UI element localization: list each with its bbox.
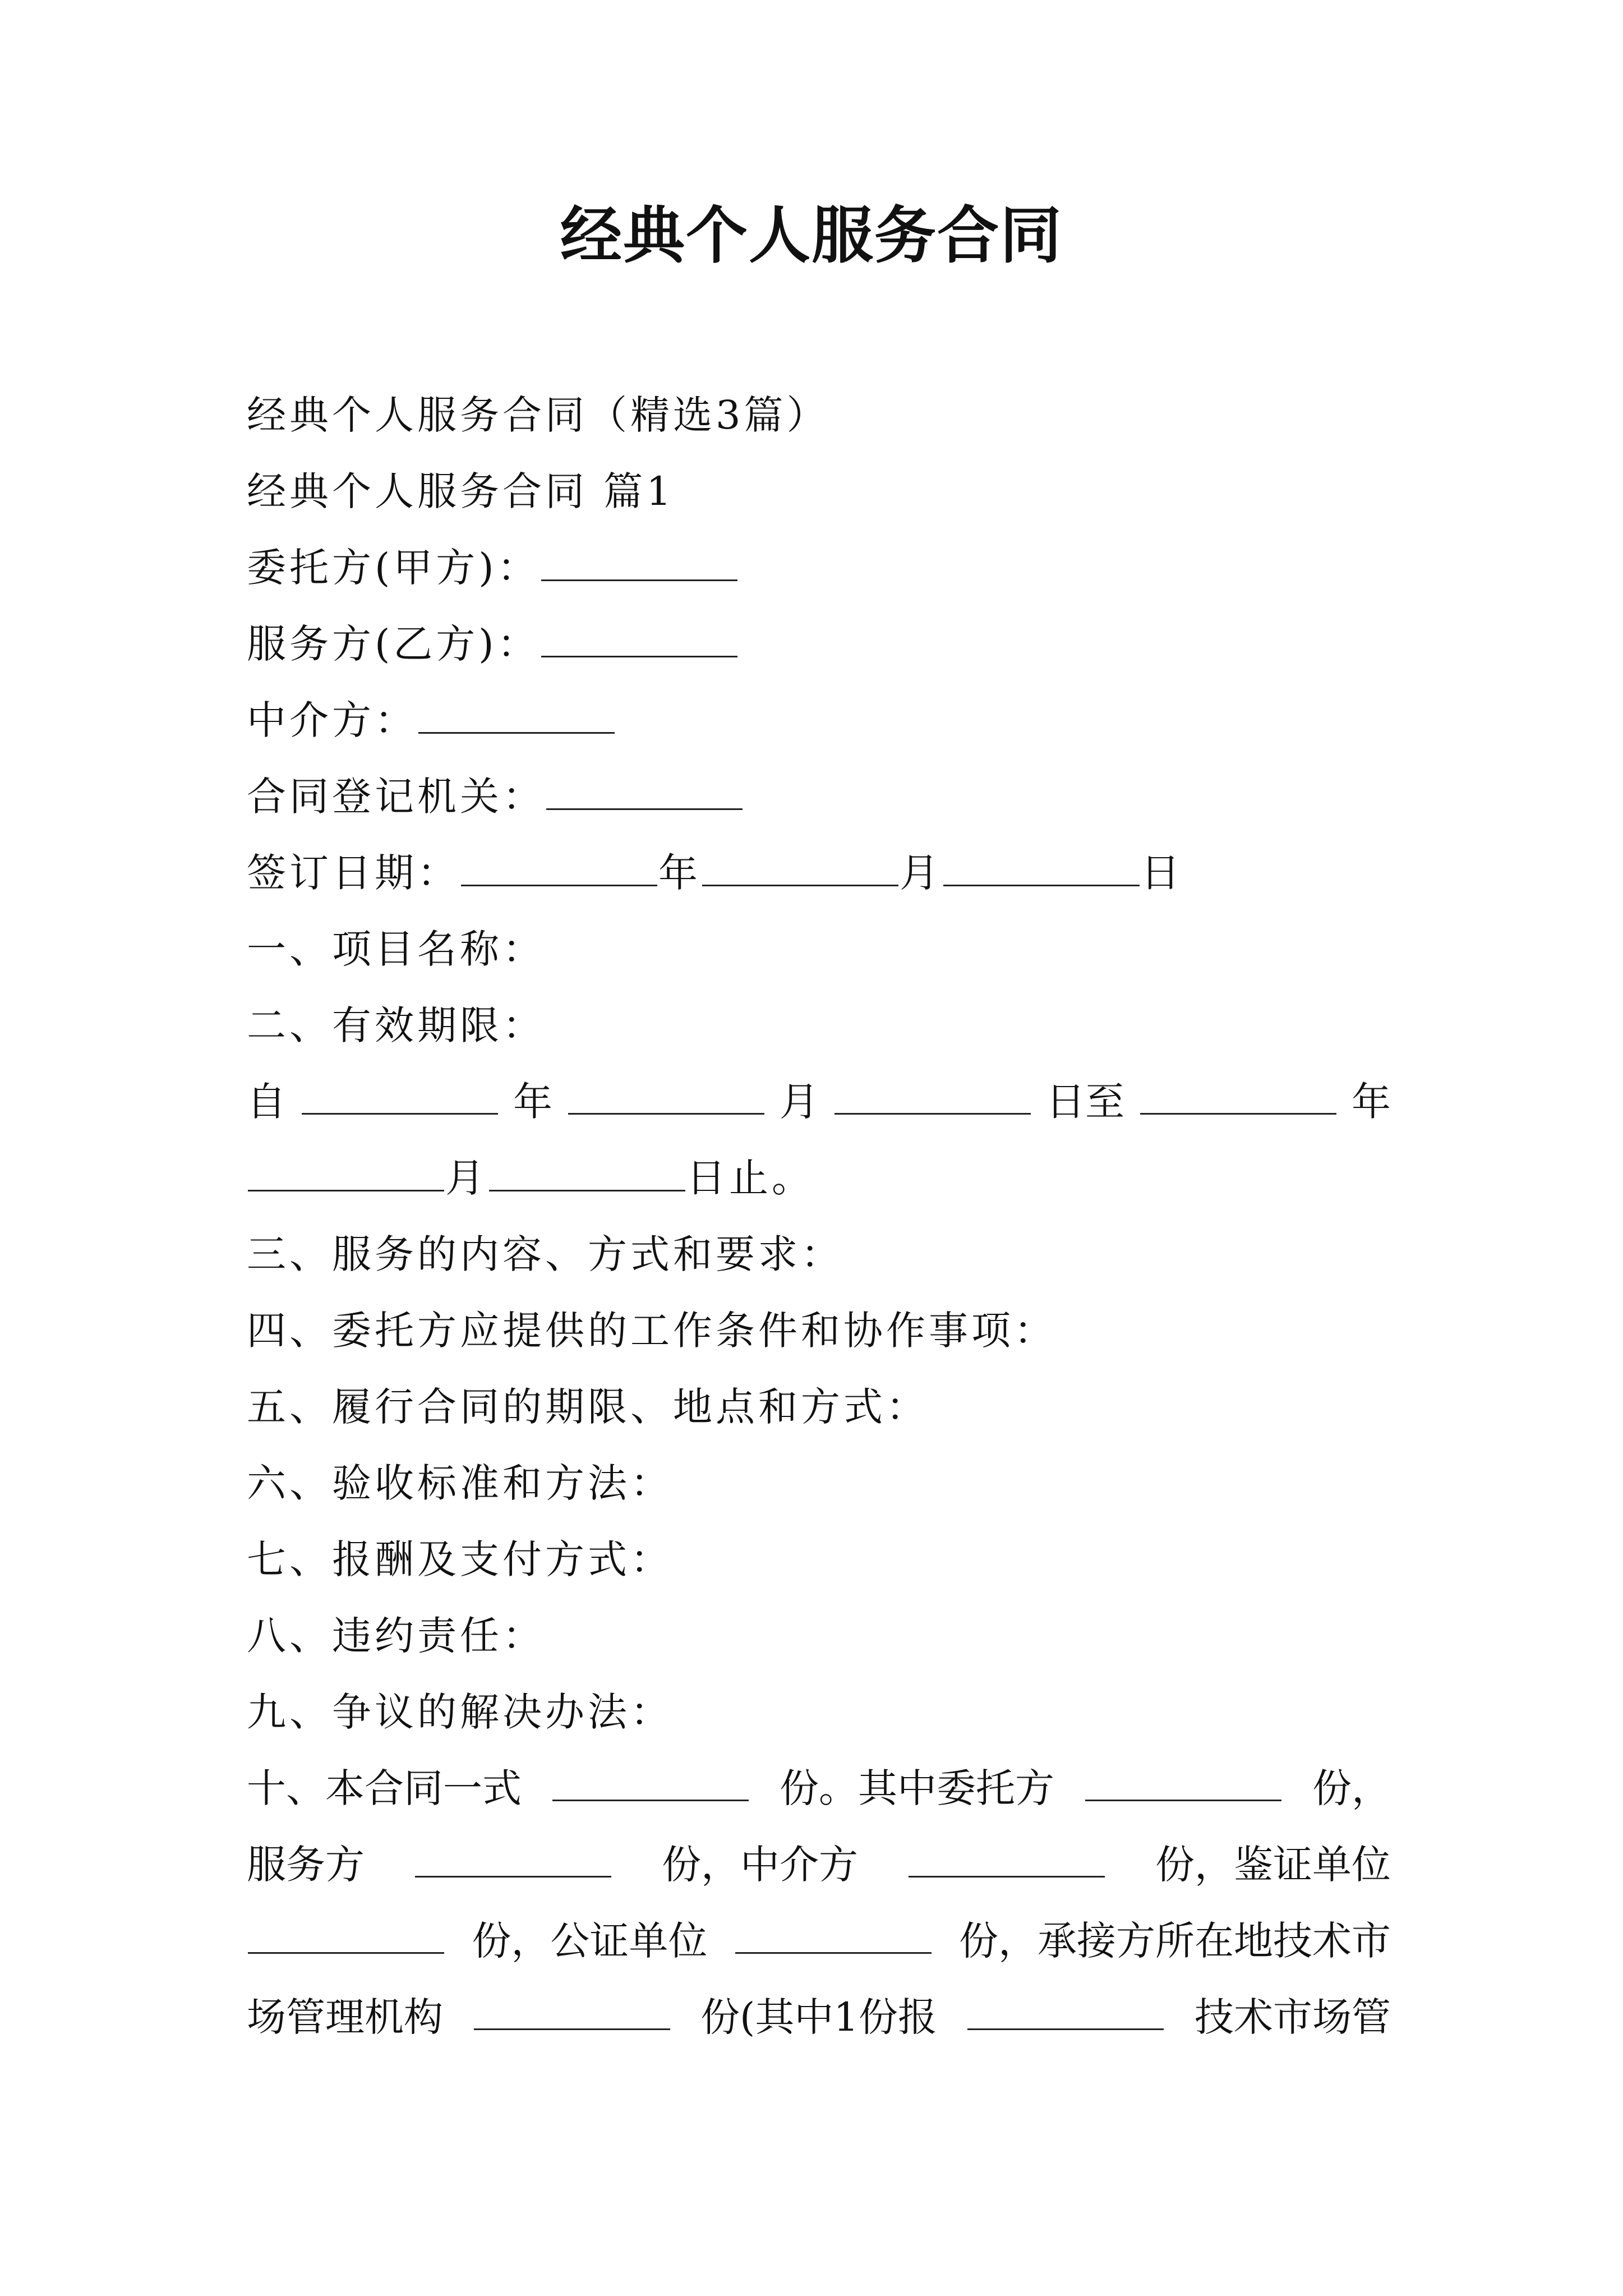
end-year-blank[interactable] [1140,1074,1336,1115]
item-10-line-3 [247,1913,1391,1969]
sign-day-blank[interactable] [943,845,1140,886]
validity-line-2 [247,1150,1391,1206]
item-6-text: 六、验收标准和方法： [247,1460,673,1506]
item-9 [247,1684,1391,1740]
day-to-text: 日至 [1046,1079,1124,1125]
item-10-g: 份，公证单位 [472,1918,708,1964]
item-10-c: 份， [1312,1765,1391,1811]
validity-line-1 [247,1074,1391,1130]
start-month-blank[interactable] [568,1074,764,1115]
item-4 [247,1303,1391,1359]
item-7 [247,1531,1391,1588]
sign-date-label: 签订日期： [247,850,460,896]
item-1 [247,921,1391,977]
item-4-text: 四、委托方应提供的工作条件和协作事项： [247,1308,1057,1354]
start-year-blank[interactable] [302,1074,498,1115]
item-10-line-2 [247,1837,1391,1893]
intermediary-blank[interactable] [418,693,615,734]
sign-year-blank[interactable] [461,845,657,886]
registration-blank[interactable] [546,769,743,810]
item-10-k: 技术市场管 [1194,1994,1391,2040]
start-year-text: 年 [513,1079,552,1125]
item-5-text: 五、履行合同的期限、地点和方式： [247,1384,929,1430]
party-a-label: 委托方(甲方)： [247,545,540,591]
end-month-text: 月 [445,1155,488,1201]
end-year-text: 年 [1352,1079,1391,1125]
from-text: 自 [247,1079,286,1125]
copies-intermediary-blank[interactable] [909,1837,1105,1878]
item-10-h: 份，承接方所在地技术市 [958,1918,1391,1964]
intermediary-line [247,692,1391,748]
item-9-text: 九、争议的解决办法： [247,1689,673,1735]
item-10-e: 份，中介方 [662,1842,858,1888]
subtitle-text: 经典个人服务合同（精选3篇） [247,392,829,438]
registration-line [247,769,1391,825]
page-title: 经典个人服务合同 [560,199,1063,272]
item-10-i: 场管理机构 [247,1994,443,2040]
party-a-blank[interactable] [541,540,737,581]
day-end-text: 日止。 [686,1155,814,1201]
sign-month-blank[interactable] [702,845,898,886]
end-month-blank[interactable] [248,1151,444,1191]
item-2-text: 二、有效期限： [247,1002,545,1048]
section-heading [247,463,1391,519]
copies-market-blank[interactable] [474,1989,670,2030]
item-3-text: 三、服务的内容、方式和要求： [247,1231,843,1277]
market-report-blank[interactable] [967,1989,1164,2030]
copies-client-blank[interactable] [1085,1760,1281,1801]
item-10-d: 服务方 [247,1842,365,1888]
item-2 [247,997,1391,1053]
item-8-text: 八、违约责任： [247,1613,545,1659]
item-5 [247,1379,1391,1435]
party-b-line [247,616,1391,672]
end-day-blank[interactable] [489,1151,685,1191]
sign-month-text: 月 [900,850,942,896]
intermediary-label: 中介方： [247,697,417,743]
item-10-a: 十、本合同一式 [247,1765,522,1811]
item-10-line-1 [247,1760,1391,1816]
item-1-text: 一、项目名称： [247,926,545,972]
sign-year-text: 年 [658,850,701,896]
item-10-b: 份。其中委托方 [780,1765,1054,1811]
party-a-line [247,540,1391,596]
item-10-f: 份，鉴证单位 [1155,1842,1391,1888]
item-7-text: 七、报酬及支付方式： [247,1536,673,1582]
sign-day-text: 日 [1141,850,1183,896]
copies-appraisal-blank[interactable] [248,1913,444,1954]
sign-date-line [247,845,1391,901]
item-8 [247,1608,1391,1664]
subtitle [247,387,1391,443]
copies-total-blank[interactable] [552,1760,749,1801]
item-10-line-4 [247,1989,1391,2045]
item-3 [247,1226,1391,1282]
section-heading-text: 经典个人服务合同 篇1 [247,468,675,514]
party-b-label: 服务方(乙方)： [247,621,540,667]
start-day-blank[interactable] [834,1074,1031,1115]
copies-provider-blank[interactable] [415,1837,611,1878]
registration-label: 合同登记机关： [247,774,545,820]
party-b-blank[interactable] [541,616,737,657]
item-6 [247,1455,1391,1511]
start-month-text: 月 [780,1079,819,1125]
copies-notary-blank[interactable] [735,1913,932,1954]
item-10-j: 份(其中1份报 [700,1994,937,2040]
